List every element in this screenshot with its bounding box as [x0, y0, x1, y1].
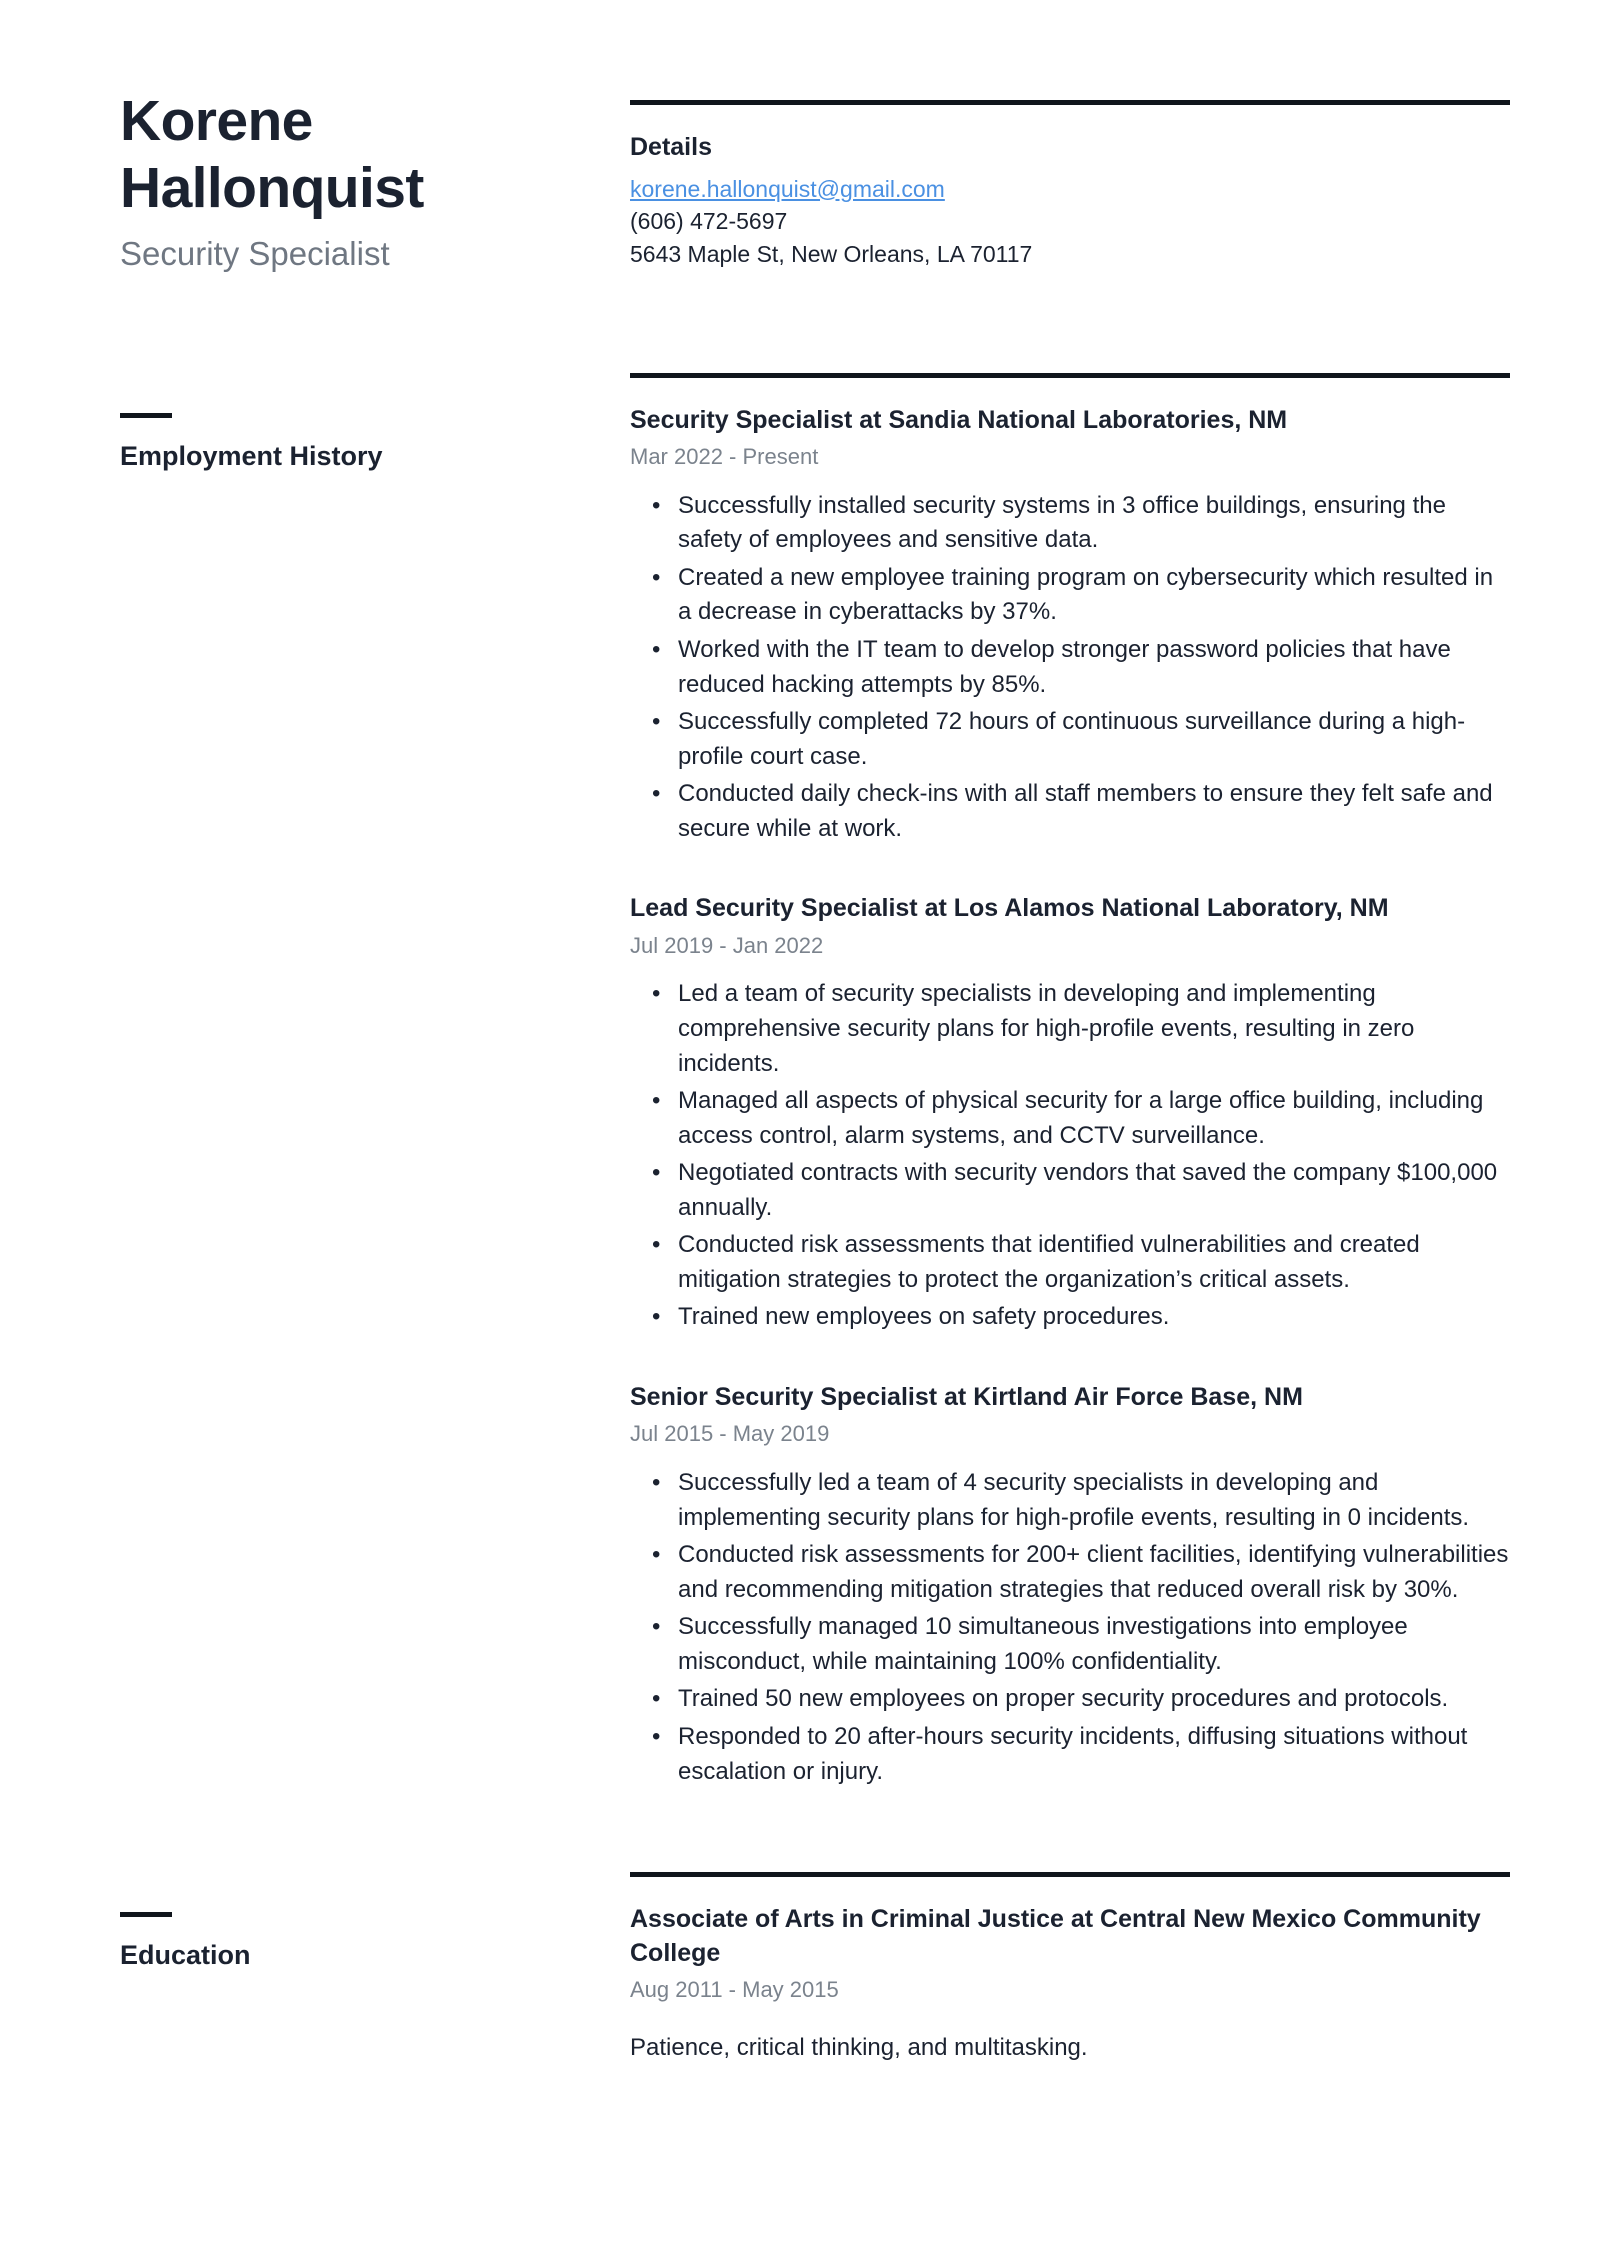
employment-entry-bullets: [630, 977, 1510, 1334]
employment-entry: [630, 892, 1510, 1335]
employment-entry-date: Mar 2022 - Present: [630, 444, 819, 470]
employment-entry-title: Senior Security Specialist at Kirtland Air Force Base, NM: [630, 1382, 1303, 1411]
list-item: • Conducted risk assessments that identified vulnerabilities and created mitigation strategies to protect the organization’s critical assets.: [678, 1228, 1510, 1297]
employment-history-section: [0, 373, 1600, 1792]
employment-entry: [630, 1381, 1510, 1789]
education-entries-column: [630, 1872, 1510, 2065]
education-section-title: Education: [120, 1940, 251, 1971]
address-text: 5643 Maple St, New Orleans, LA 70117: [630, 240, 1033, 267]
list-item: • Trained 50 new employees on proper security procedures and protocols.: [678, 1682, 1510, 1717]
education-section: [0, 1872, 1600, 2065]
list-item: • Successfully managed 10 simultaneous investigations into employee misconduct, while maintaining 100% confidentiality.: [678, 1610, 1510, 1679]
header-identity-block: [120, 88, 630, 275]
page-title: Korene Hallonquist: [120, 89, 424, 220]
education-section-label-column: [120, 1872, 630, 1971]
list-item: • Created a new employee training program on cybersecurity which resulted in a decrease in cyberattacks by 37%.: [678, 561, 1510, 630]
employment-section-title: Employment History: [120, 440, 383, 471]
employment-section-marker: [120, 413, 172, 418]
education-entry-description: Patience, critical thinking, and multitasking.: [630, 2033, 1088, 2061]
email-link[interactable]: korene.hallonquist@gmail.com: [630, 175, 945, 202]
employment-entry-bullets: [630, 1466, 1510, 1789]
employment-section-label-column: [120, 373, 630, 472]
list-item: • Conducted risk assessments for 200+ client facilities, identifying vulnerabilities and recommending mitigation strategies that reduced overall risk by 30%.: [678, 1538, 1510, 1607]
employment-entry-date: Jul 2015 - May 2019: [630, 1421, 830, 1447]
resume-header: [0, 0, 1600, 275]
education-section-marker: [120, 1912, 172, 1917]
list-item: • Successfully completed 72 hours of continuous surveillance during a high-profile court case.: [678, 705, 1510, 774]
list-item: • Led a team of security specialists in developing and implementing comprehensive security plans for high-profile events, resulting in zero incidents.: [678, 977, 1510, 1081]
list-item: • Negotiated contracts with security vendors that saved the company $100,000 annually.: [678, 1156, 1510, 1225]
education-entry: [630, 1903, 1510, 2065]
employment-entry-bullets: [630, 489, 1510, 846]
list-item: • Responded to 20 after-hours security incidents, diffusing situations without escalation or injury.: [678, 1720, 1510, 1789]
details-heading: Details: [630, 133, 712, 161]
list-item: • Successfully led a team of 4 security specialists in developing and implementing security plans for high-profile events, resulting in 0 incidents.: [678, 1466, 1510, 1535]
education-entry-title: Associate of Arts in Criminal Justice at Central New Mexico Community College: [630, 1905, 1481, 1967]
employment-entry-title: Security Specialist at Sandia National Laboratories, NM: [630, 405, 1288, 434]
employment-divider: [630, 373, 1510, 378]
details-block: [630, 88, 1510, 270]
employment-entries-column: [630, 373, 1510, 1792]
education-divider: [630, 1872, 1510, 1877]
list-item: • Managed all aspects of physical security for a large office building, including access control, alarm systems, and CCTV surveillance.: [678, 1084, 1510, 1153]
list-item: • Worked with the IT team to develop stronger password policies that have reduced hacking attempts by 85%.: [678, 633, 1510, 702]
list-item: • Conducted daily check-ins with all staff members to ensure they felt safe and secure while at work.: [678, 777, 1510, 846]
list-item: • Trained new employees on safety procedures.: [678, 1300, 1510, 1335]
education-entry-date: Aug 2011 - May 2015: [630, 1977, 839, 2003]
details-divider: [630, 100, 1510, 105]
phone-text: (606) 472-5697: [630, 208, 788, 235]
employment-entry-date: Jul 2019 - Jan 2022: [630, 932, 824, 958]
employment-entry: [630, 404, 1510, 847]
job-title-subtitle: Security Specialist: [120, 235, 390, 273]
list-item: • Successfully installed security systems in 3 office buildings, ensuring the safety of employees and sensitive data.: [678, 489, 1510, 558]
employment-entry-title: Lead Security Specialist at Los Alamos National Laboratory, NM: [630, 894, 1389, 923]
